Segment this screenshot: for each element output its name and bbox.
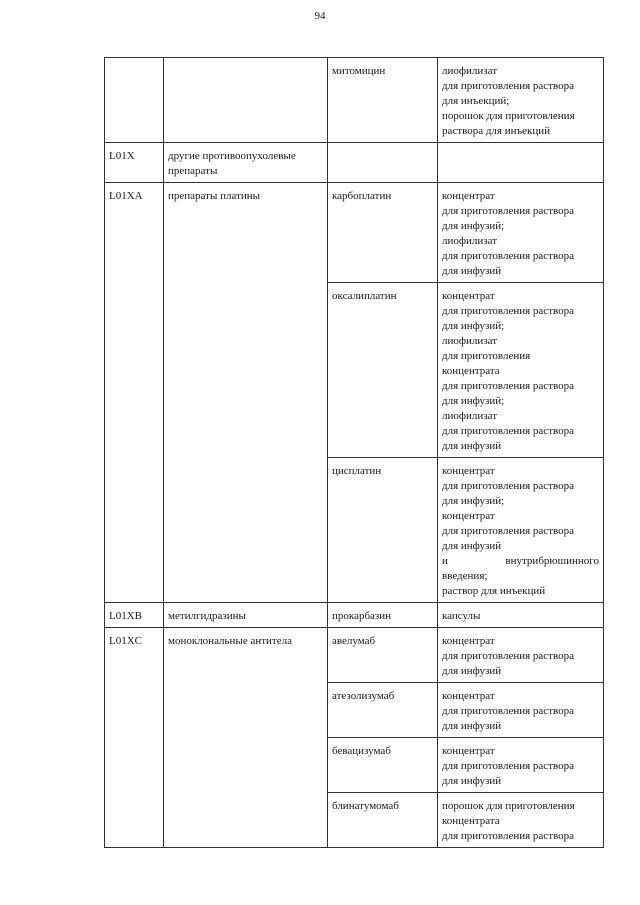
dosage-form-line: для приготовления раствора (442, 480, 574, 492)
dosage-form-line: концентрат (442, 510, 495, 522)
dosage-forms-cell (438, 283, 604, 458)
table-row (105, 143, 604, 183)
table-body (105, 58, 604, 848)
dosage-form-line: для инфузий (442, 775, 502, 787)
drug-classification-table (104, 57, 604, 848)
atc-code-cell: L01XB (105, 603, 164, 628)
dosage-form-line: концентрат (442, 745, 495, 757)
atc-code-cell (105, 58, 164, 143)
dosage-form-line: раствор для инъекций (442, 585, 546, 597)
page-number: 94 (314, 10, 326, 22)
dosage-form-line: для приготовления раствора (442, 80, 574, 92)
dosage-form-line: для инфузий (442, 665, 502, 677)
dosage-form-line: для инфузий; (442, 320, 505, 332)
dosage-form-line: для приготовления раствора (442, 830, 574, 842)
dosage-form-line (442, 554, 599, 569)
pharmacological-group-cell: метилгидразины (164, 603, 328, 628)
dosage-form-line: для приготовления раствора (442, 205, 574, 217)
dosage-forms-cell (438, 458, 604, 603)
drug-name-cell: карбоплатин (328, 183, 438, 283)
drug-name-cell: авелумаб (328, 628, 438, 683)
dosage-form-line: порошок для приготовления (442, 800, 575, 812)
dosage-form-line: для инфузий; (442, 220, 505, 232)
dosage-forms-cell (438, 793, 604, 848)
dosage-form-line: концентрата (442, 815, 500, 827)
dosage-forms-cell (438, 683, 604, 738)
dosage-forms-cell (438, 58, 604, 143)
drug-name-cell: оксалиплатин (328, 283, 438, 458)
dosage-form-line: концентрат (442, 690, 495, 702)
dosage-form-word: введения; (442, 570, 488, 582)
pharmacological-group-cell: моноклональные антитела (164, 628, 328, 848)
dosage-form-line: концентрат (442, 290, 495, 302)
dosage-form-line: лиофилизат (442, 410, 498, 422)
drug-name-cell: атезолизумаб (328, 683, 438, 738)
table-row (105, 183, 604, 283)
dosage-form-line: для инфузий (442, 720, 502, 732)
dosage-form-line: капсулы (442, 610, 481, 622)
dosage-form-line (442, 569, 599, 584)
drug-name-cell: бевацизумаб (328, 738, 438, 793)
table-row (105, 628, 604, 683)
dosage-form-line: для приготовления (442, 350, 531, 362)
dosage-forms-cell (438, 143, 604, 183)
dosage-form-line: концентрат (442, 635, 495, 647)
dosage-form-line: лиофилизат (442, 235, 498, 247)
dosage-form-line: для приготовления раствора (442, 380, 574, 392)
dosage-form-word: внутрибрюшинного (505, 555, 599, 567)
dosage-form-line: для приготовления раствора (442, 425, 574, 437)
drug-name-cell: митомицин (328, 58, 438, 143)
dosage-form-line: для инфузий; (442, 395, 505, 407)
dosage-form-line: концентрат (442, 465, 495, 477)
dosage-form-line: лиофилизат (442, 65, 498, 77)
dosage-form-line: концентрат (442, 190, 495, 202)
atc-code-cell: L01XA (105, 183, 164, 603)
pharmacological-group-cell: другие противоопухолевые препараты (164, 143, 328, 183)
dosage-forms-cell (438, 738, 604, 793)
dosage-form-word: и (442, 555, 448, 567)
atc-code-cell: L01X (105, 143, 164, 183)
dosage-form-line: для приготовления раствора (442, 760, 574, 772)
dosage-form-line: раствора для инъекций (442, 125, 551, 137)
dosage-form-line: для приготовления раствора (442, 250, 574, 262)
drug-name-cell: блинатумомаб (328, 793, 438, 848)
atc-code-cell: L01XC (105, 628, 164, 848)
dosage-form-line: для инфузий; (442, 495, 505, 507)
dosage-form-line: для приготовления раствора (442, 525, 574, 537)
table-row (105, 603, 604, 628)
dosage-forms-cell (438, 628, 604, 683)
dosage-forms-cell (438, 603, 604, 628)
dosage-form-line: порошок для приготовления (442, 110, 575, 122)
pharmacological-group-cell: препараты платины (164, 183, 328, 603)
drug-name-cell: прокарбазин (328, 603, 438, 628)
dosage-form-line: для приготовления раствора (442, 305, 574, 317)
dosage-form-line: концентрата (442, 365, 500, 377)
table-row (105, 58, 604, 143)
dosage-form-line: для инфузий (442, 265, 502, 277)
drug-name-cell (328, 143, 438, 183)
pharmacological-group-cell (164, 58, 328, 143)
dosage-form-line: для приготовления раствора (442, 705, 574, 717)
dosage-form-line: для инфузий (442, 440, 502, 452)
dosage-forms-cell (438, 183, 604, 283)
dosage-form-line: лиофилизат (442, 335, 498, 347)
dosage-form-line: для инфузий (442, 540, 502, 552)
dosage-form-line: для инъекций; (442, 95, 510, 107)
dosage-form-line: для приготовления раствора (442, 650, 574, 662)
drug-name-cell: цисплатин (328, 458, 438, 603)
